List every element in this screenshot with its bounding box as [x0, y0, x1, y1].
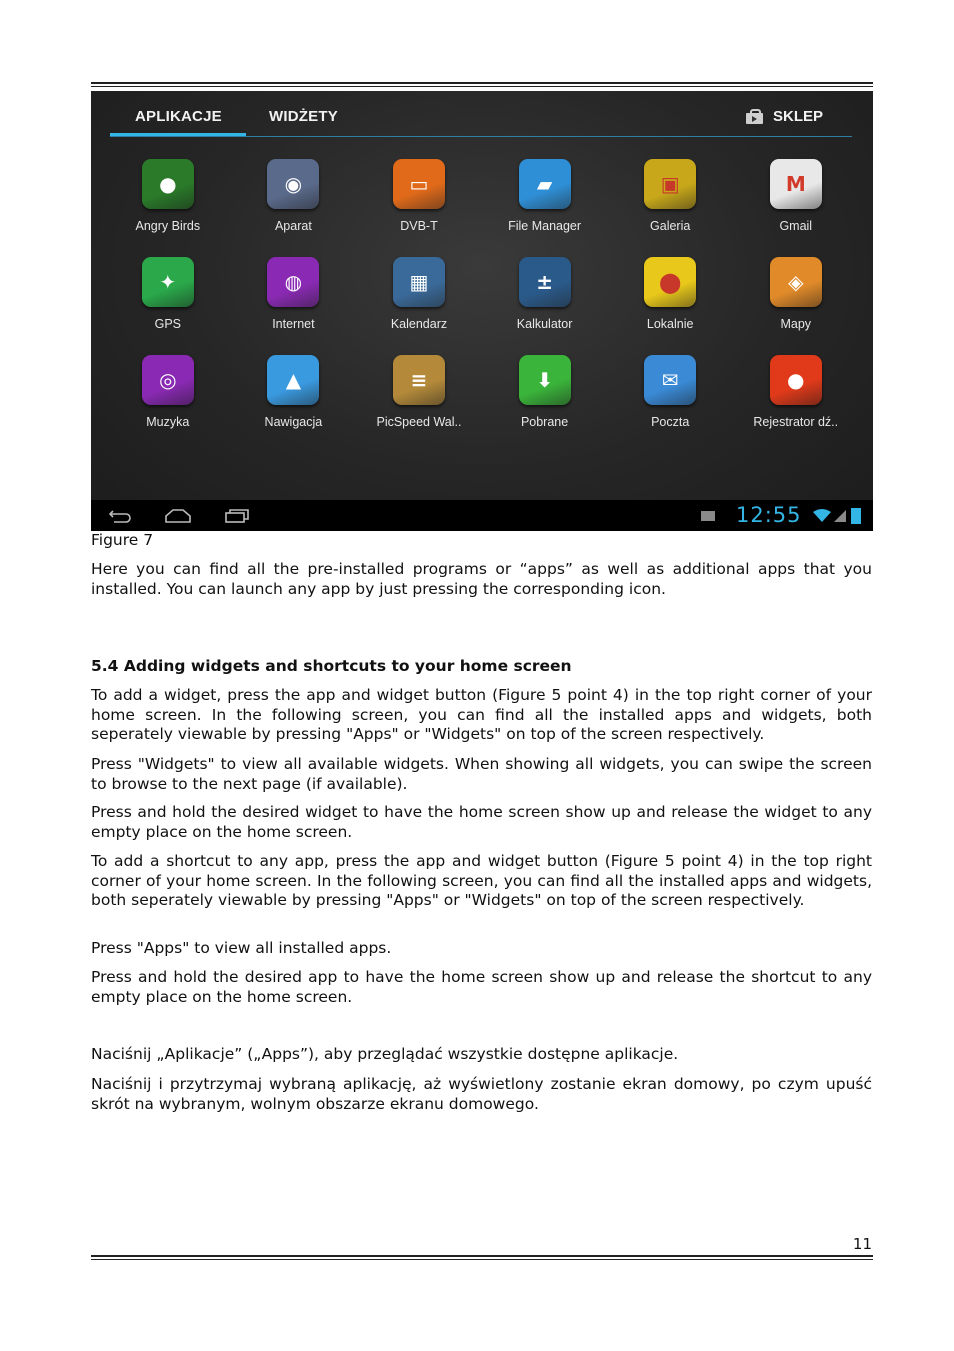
app-label: Poczta [651, 415, 690, 429]
app-gps[interactable] [105, 257, 231, 355]
app-internet[interactable] [231, 257, 357, 355]
tab-apps[interactable]: APLIKACJE [135, 108, 222, 125]
home-icon[interactable] [164, 509, 192, 523]
app-grid [105, 159, 859, 453]
paragraph-place-widget: Press and hold the desired widget to have the home screen show up and release the widget to any empty place on the home screen. [91, 803, 872, 841]
figure-caption: Figure 7 [91, 531, 154, 549]
app-kalendarz[interactable] [356, 257, 482, 355]
app-galeria[interactable] [607, 159, 733, 257]
app-label: Nawigacja [264, 415, 323, 429]
app-gmail[interactable] [733, 159, 859, 257]
map-pin-icon: ⬤ [644, 257, 696, 307]
app-poczta[interactable] [607, 355, 733, 453]
globe-icon: ◍ [267, 257, 319, 307]
maps-icon: ◈ [770, 257, 822, 307]
paragraph-apps-overview: Here you can find all the pre-installed programs or “apps” as well as additional apps that you installed. You can launch any app by just pressing the corresponding icon. [91, 560, 872, 598]
calculator-icon: ± [519, 257, 571, 307]
app-label: Galeria [650, 219, 691, 233]
app-aparat[interactable] [231, 159, 357, 257]
section-heading: 5.4 Adding widgets and shortcuts to your home screen [91, 657, 572, 675]
paragraph-add-shortcut: To add a shortcut to any app, press the app and widget button (Figure 5 point 4) in the top right corner of your home screen. In the following screen, you can find all the installed apps and widgets, both seperately viewable by pressing "Apps" or "Widgets" on top of the screen respectively. [91, 852, 872, 910]
microphone-icon: ● [770, 355, 822, 405]
footer-rule [91, 1255, 873, 1260]
app-label: Pobrane [520, 415, 569, 429]
paragraph-widgets-tab: Press "Widgets" to view all available widgets. When showing all widgets, you can swipe the screen to browse to the next page (if available). [91, 755, 872, 793]
gmail-icon: M [770, 159, 822, 209]
app-label: File Manager [508, 219, 582, 233]
camera-icon: ◉ [267, 159, 319, 209]
app-file-manager[interactable] [482, 159, 608, 257]
status-clock: 12:55 [736, 503, 802, 527]
app-lokalnie[interactable] [607, 257, 733, 355]
wifi-icon [813, 509, 831, 523]
gallery-icon: ▣ [644, 159, 696, 209]
paragraph-polish-apps: Naciśnij „Aplikacje” („Apps”), aby przeglądać wszystkie dostępne aplikacje. [91, 1045, 679, 1063]
app-rejestrator-d[interactable] [733, 355, 859, 453]
wallpaper-icon: ≡ [393, 355, 445, 405]
navigation-arrow-icon: ▲ [267, 355, 319, 405]
app-label: Kalkulator [516, 317, 573, 331]
speaker-icon: ◎ [142, 355, 194, 405]
store-button[interactable] [746, 108, 823, 125]
email-icon: ✉ [644, 355, 696, 405]
calendar-icon: ▦ [393, 257, 445, 307]
angry-birds-icon: ● [142, 159, 194, 209]
download-icon: ⬇ [519, 355, 571, 405]
app-picspeed-wal[interactable] [356, 355, 482, 453]
app-dvb-t[interactable] [356, 159, 482, 257]
notification-mail-icon[interactable] [701, 511, 715, 521]
app-label: Muzyka [146, 415, 190, 429]
compass-icon: ✦ [142, 257, 194, 307]
app-label: Kalendarz [390, 317, 448, 331]
app-label: Aparat [274, 219, 312, 233]
shopping-bag-icon [746, 109, 763, 124]
app-label: PicSpeed Wal.. [376, 415, 462, 429]
app-label: DVB-T [400, 219, 438, 233]
tv-icon: ▭ [393, 159, 445, 209]
app-label: Internet [272, 317, 315, 331]
paragraph-polish-shortcut: Naciśnij i przytrzymaj wybraną aplikację, aż wyświetlony zostanie ekran domowy, po czym upuść skrót na wybranym, wolnym obszarze ekranu domowego. [91, 1075, 872, 1113]
page-number: 11 [852, 1235, 872, 1253]
app-label: Gmail [779, 219, 813, 233]
back-icon[interactable] [108, 509, 132, 523]
paragraph-apps-tab: Press "Apps" to view all installed apps. [91, 939, 392, 957]
app-label: Rejestrator dź.. [753, 415, 839, 429]
folder-icon: ▰ [519, 159, 571, 209]
app-nawigacja[interactable] [231, 355, 357, 453]
app-label: GPS [154, 317, 181, 331]
store-label: SKLEP [773, 108, 824, 125]
system-nav-bar [91, 500, 873, 531]
app-kalkulator[interactable] [482, 257, 608, 355]
battery-icon [851, 508, 861, 524]
tab-widgets[interactable]: WIDŻETY [269, 108, 338, 125]
paragraph-place-shortcut: Press and hold the desired app to have the home screen show up and release the shortcut to any empty place on the home screen. [91, 968, 872, 1006]
tab-divider [110, 136, 852, 137]
app-angry-birds[interactable] [105, 159, 231, 257]
paragraph-add-widget: To add a widget, press the app and widget button (Figure 5 point 4) in the top right corner of your home screen. In the following screen, you can find all the installed apps and widgets, both seperately viewable by pressing "Apps" or "Widgets" on top of the screen respectively. [91, 686, 872, 744]
app-label: Mapy [780, 317, 812, 331]
app-mapy[interactable] [733, 257, 859, 355]
app-muzyka[interactable] [105, 355, 231, 453]
app-label: Angry Birds [135, 219, 201, 233]
recent-apps-icon[interactable] [224, 509, 250, 523]
tab-bar [91, 91, 873, 137]
header-rule [91, 82, 873, 87]
app-pobrane[interactable] [482, 355, 608, 453]
app-label: Lokalnie [646, 317, 694, 331]
app-drawer-screenshot [91, 91, 873, 531]
signal-icon [834, 510, 846, 522]
